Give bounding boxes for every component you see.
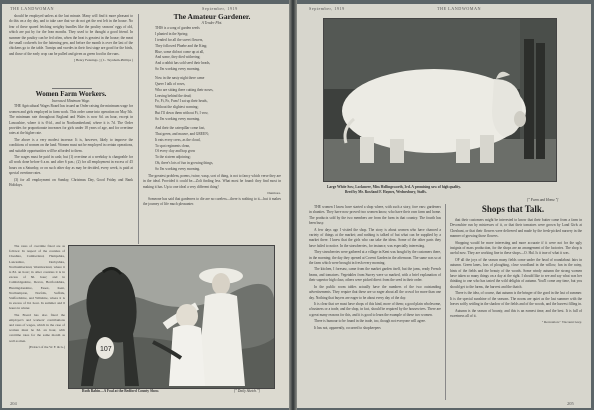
poem-line: And a rabbit has sold seed their heads, bbox=[155, 61, 211, 66]
poem-line: Oh, there's lots of fun in growing things, bbox=[155, 160, 214, 165]
poem-line: I planted in the Spring; bbox=[155, 32, 189, 37]
article-paragraph: THE women I know have started a shop where, with such a story, fore ears: gardeners in shanties. They have now proved two women know, who have their own farm and home. The products sold by the two members are from the farm in that country. The fourth has been busy. bbox=[309, 205, 441, 226]
poem-line: Who are sitting there cutting their noses, bbox=[155, 87, 214, 92]
poem-line: But I'll down them without Fi, I vow, bbox=[155, 111, 209, 116]
poem-line bbox=[155, 73, 281, 76]
article-paragraph: (3) for all employment on Sunday, Christmas Day, Good Friday and Bank Holidays. bbox=[9, 177, 133, 188]
column-tail-text: should be employed unless at the last minute. Many will find it more pleasant to do this on a dry day, and to take care that we do not get the rest left in the house. No fear of these spared fetching weighty bundles like the poultry seasons' eggs of old, which are put by for the lean months. They used to be thought a good friend. In summer the poultry can be fed often, when the heat is greatest in the house; the meat the small cockerels for the fattening pen, and before the month is over the last of the chickens go to the table. Turnips and swedes in their first stage are good for the birds, and those of the early crop can be pulled and given as green food in the runs. bbox=[9, 14, 133, 56]
article-paragraph: THE Agricultural Wages Board has issued an Order raising the minimum wage for women and girls employed in farm work. This order came into operation on May 5th. The minimum rate throughout England and Wales is now 6d. an hour, except in Lancashire, where it is 6½d., and in Northumberland, where it is 7d. The Order provides for proportionate increases for girls under 18 years of age, and for overtime rates at the higher rate. bbox=[9, 104, 133, 136]
poem-line: So I'm working every morning. bbox=[155, 66, 201, 71]
running-head-date: September, 1919 bbox=[309, 6, 345, 11]
book-gutter bbox=[289, 0, 297, 410]
column-signature: Dunmore. bbox=[267, 191, 281, 196]
photo-caption: Large White Sow, Lockmere, Miss Hollingsworth, 3rd. A promising sow of high quality. bbox=[327, 185, 461, 189]
photo-caption: Ruth Rabin—A Foal at the Bedford County Show. bbox=[82, 389, 160, 393]
poem-line: They followed Phœbe and the King; bbox=[155, 43, 208, 48]
poem-line: Queer I talk of roses, bbox=[155, 82, 186, 87]
right-column-text bbox=[143, 174, 281, 242]
running-head-right: THE LANDWOMAN bbox=[437, 6, 482, 11]
foal-photo-image bbox=[69, 246, 274, 388]
photo-credit: [" Daily Sketch."] bbox=[234, 389, 260, 393]
photo-foal-show bbox=[68, 245, 275, 389]
poem-line: Blue, some did not come up at all, bbox=[155, 49, 205, 54]
poem-line: Fo, Fi, Fo, Fum! I sat up their heads, bbox=[155, 99, 208, 104]
article-paragraph: OF all the joys of the season many fields come under the head of roundabout fairs in autumn. Green lanes, loss of ploughing, close woodland in the willow, fun in the rainy, hints of the fields and the beauty of the woods. Some windy autumn the strong women have taken so many things on a day at the right. I should like to see and say what was her thinking to one who has tasted the wild delights of autumn. You'll come any time, but you should get to the farms, the harvest and the thatch. bbox=[450, 257, 582, 289]
poem-line: It eats every cress, as the cloud, bbox=[155, 137, 201, 142]
article-subtitle: Increased Minimum Wage. bbox=[51, 99, 91, 103]
article-paragraph: The rates of overtime fixed are as follows: In respect of the counties of Cheshire, Cumberland, Hampshire, Lancashire, Derbyshire, Northumberland, Westmorland, where it is 8d. an hour; in other counties it is in excess of 8d. hour; and in Cambridgeshire, Devon, Hertfordshire, Huntingdonshire, Essex, Kent, Northampton, Norfolk, Suffolk, Staffordshire, and Wiltshire, where it is in excess of 6d. hour. In summer and 6 hours in winter. bbox=[9, 244, 65, 311]
poem-body bbox=[143, 26, 281, 171]
page-number: 204 bbox=[10, 401, 17, 406]
poem-line: That green, and mauve, and GREEN; bbox=[155, 131, 209, 136]
poem-line: To the sixteen adjoining; bbox=[155, 155, 191, 160]
left-page bbox=[2, 4, 289, 408]
column-rule bbox=[445, 204, 446, 400]
article-paragraph: There is the idea, of course, that autumn is the bringer of the good in the last of summer. It is the special sunshine of the seasons. The noons are quiet as the last summer with the leaves softly settling in the shadow of the fields and of the woods, and the harvest filling in. bbox=[450, 291, 582, 307]
article-paragraph: It has not, apparently, occurred to shopkeepers bbox=[314, 325, 381, 330]
poem-line: Now in the nasty night there came bbox=[155, 76, 205, 81]
svg-text:107: 107 bbox=[100, 346, 112, 353]
article-paragraph: They strawberries were gathered at a village in Kent was bought by the customers there, in the morning; the day they opened at Covent Garden in the afternoon. The same was so at the farm which were brought in fresh every morning. bbox=[309, 250, 441, 266]
column-rule bbox=[138, 14, 139, 244]
poem-line: THIS is a song of garden seeds bbox=[155, 26, 200, 31]
article-signature: (Extract of the W. F. & G.) bbox=[28, 344, 65, 349]
poem-subtitle: A Tender Plot. bbox=[201, 21, 223, 25]
poem-amateur-gardener bbox=[143, 12, 281, 172]
article-paragraph: There is humour to be found in the trade, too, though not everyone will agree. bbox=[314, 319, 426, 324]
article-paragraph: The Board has also fixed the employer's and workers' contributions and rates of wages, which in the case of women must be 6d. an hour, with overtime rates for the same month as well as men. bbox=[9, 312, 65, 343]
running-head-date: September, 1919 bbox=[202, 6, 238, 11]
article-left-column bbox=[309, 205, 441, 401]
poem-title: The Amateur Gardener. bbox=[173, 12, 251, 21]
article-right-column bbox=[450, 218, 582, 402]
poem-line: Without the slightest warning; bbox=[155, 105, 199, 110]
article-left-body bbox=[309, 205, 441, 331]
column-tail bbox=[9, 14, 133, 84]
article-signature: " Recreation." Viscount Grey. bbox=[541, 320, 582, 325]
poem-line bbox=[155, 123, 281, 126]
right-page bbox=[297, 4, 591, 408]
article-title: Shops that Talk. bbox=[481, 204, 545, 214]
article-paragraph: The above is a very modest increase. It is, however, likely to improve the conditions of women on the land. Women must not be employed in certain operations, and suitable opportunities will be afforded to them. bbox=[9, 137, 133, 153]
column-paragraph: The greatest problem, poems, twine, wasp, sort of thing, is not to fancy which verse they are in the ideal. Provided it could be—Zolt finding less. What most he found: they find most in making it has. Up to one ideal a very different thing! bbox=[143, 174, 281, 189]
article-title: Women Farm Workers. bbox=[35, 90, 107, 98]
poem-line: So I'm working every morning. bbox=[155, 166, 201, 171]
article-paragraph: Shopping would be more interesting and more accurate if it were not for the ugly insignia of mass production, for the shops are an arrangement of the factories. The shop is useful now. They are working fine in these shops—O. Hal. Is it true of what it was. bbox=[450, 240, 582, 256]
sow-photo-image bbox=[324, 19, 556, 181]
poem-line: To spot regiments clean, bbox=[155, 143, 191, 148]
photo-credit: [" Farm and Home."] bbox=[527, 198, 559, 202]
article-paragraph: that their customers might be interested to know that their butter came from a farm in Devonshire run by mistresses of it, or that their tomatoes were grown by Land Girls at Cheshunt, or that their flowers were delivered and made by the fresh-picked nursery in the manner of growing those flowers. bbox=[450, 218, 582, 239]
running-head-left: THE LANDWOMAN bbox=[10, 6, 55, 11]
poem-line: Of every clay and hop grow bbox=[155, 149, 196, 154]
poem-line: And their the caterpillar come fast, bbox=[155, 126, 206, 131]
divider bbox=[52, 88, 92, 89]
article-narrow-column bbox=[9, 244, 65, 384]
article-paragraph: A few days ago I visited the shop. The story is about women who have chanced a variety of things at the market; and nothing is talked of but what can be supplied by a market there. I knew that the girls who can take the ideas. Some of the other parts they have failed to notice. In the strawberries, for instance, was especially interesting. bbox=[309, 227, 441, 248]
poem-line: I tended for all the sweet flowers, bbox=[155, 38, 204, 42]
article-paragraph: Autumn is the season of bounty, and this is an earnest time, and the best. It is full of sweetness all of it. bbox=[450, 308, 582, 318]
article-paragraph: In the public room tables actually have the numbers of the two outstanding advertisements. They require that these are so eager about all the crowd for more than one day. Nothing that buyers are eager to be about every day of the day. bbox=[309, 284, 441, 300]
column-paragraph: Someone has said that gardeners to die are no careless—there is nothing to it—but it makes the journey of life much pleasanter. bbox=[143, 196, 281, 207]
article-paragraph: The wages must be paid in cash; but (1) overtime at a weekday is chargeable for all work done before 6 a.m. and after 6 p.m.; (2) for all employment in excess of 45 hours on a Saturday, or on such other day as may be decided, every week, is paid at special overtime rates. bbox=[9, 155, 133, 176]
poem-line: And some, they died withering; bbox=[155, 55, 201, 60]
article-women-farm-workers bbox=[9, 90, 133, 244]
article-paragraph: The kitchen, I foresaw, came from the market garden itself, but the jams, ready French beans, and tomatoes. Vegetables from Surrey were so marked, with a brief explanation of their superior high class; others were picked direct from the seed in their order. bbox=[309, 267, 441, 283]
photo-caption-breeder: Bred by Mr. Rowland F. Haynes, Wednesbury, Staffs. bbox=[345, 190, 427, 194]
poem-line: Leaving behind the dead; bbox=[155, 93, 192, 98]
article-right-body bbox=[450, 218, 582, 319]
photo-large-white-sow bbox=[323, 18, 557, 182]
page-number: 205 bbox=[567, 401, 574, 406]
article-paragraph: It is clear that we must have shops of this kind, more of them; a good plain wholesome, a business or a trade, and the shop, in fact, should be required by the housewives. There are a great many reasons for this, and it is good to learn the example of these two women. bbox=[309, 301, 441, 317]
column-tail-signature: [ Henry Fennings. ] ( L. Teynham-Phillips ) bbox=[73, 58, 133, 63]
poem-line: So I'm working every morning. bbox=[155, 116, 201, 121]
